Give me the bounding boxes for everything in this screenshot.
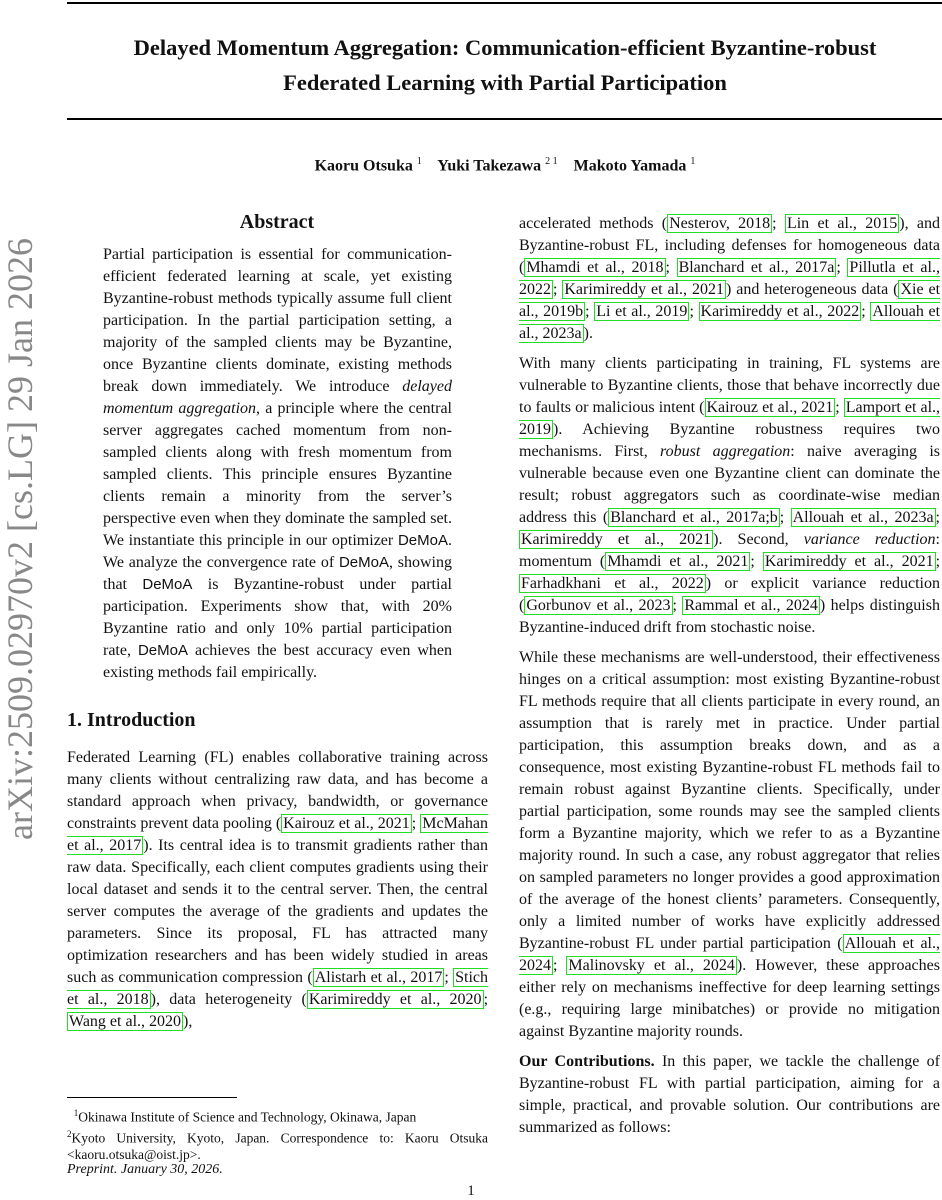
footnote-text: Kyoto University, Kyoto, Japan. Correspondence to: Kaoru Otsuka <kaoru.otsuka@oist.jp>. [67,1130,488,1162]
citation-link[interactable]: Karimireddy et al., 2021 [564,281,724,298]
abstract-emphasis: delayed momentum aggregation [103,378,452,417]
citation-link[interactable]: Alistarh et al., 2017 [314,969,443,986]
body-text: ; [585,303,595,320]
citation-link[interactable]: Karimireddy et al., 2021 [521,531,712,548]
body-text: ). Second, [713,531,804,548]
body-text: ; [836,259,848,276]
citation-link[interactable]: Allouah et al., 2024 [519,935,941,974]
abstract-text: . We analyze the convergence rate of [103,532,452,571]
citation-link[interactable]: Kairouz et al., 2021 [283,815,410,832]
arxiv-identifier[interactable]: arXiv:2509.02970v2 [cs.LG] 29 Jan 2026 [0,238,40,840]
body-text: ; [935,553,941,570]
emphasis-term: robust aggregation [660,443,791,460]
body-text: : momentum ( [519,531,940,570]
abstract-text: achieves the best accuracy even when existing methods fail empirically. [103,642,452,681]
section-heading-introduction: 1. Introduction [67,709,196,731]
citation-link[interactable]: Rammal et al., 2024 [684,597,818,614]
paragraph-byzantine-robustness [519,353,940,639]
footnote-rule [67,1097,237,1098]
paragraph-partial-participation [519,647,940,1043]
title-line-2: Federated Learning with Partial Participation [283,70,727,95]
body-text: ; [835,399,844,416]
body-text: ) and heterogeneous data ( [725,281,899,298]
citation-link[interactable]: Mhamdi et al., 2018 [526,259,664,276]
paper-title [67,30,942,100]
footnotes [67,1105,488,1163]
author-affiliation: 1 [690,156,696,167]
body-text: ; [411,815,421,832]
body-text: ). Achieving Byzantine robustness requires two mechanisms. First, [519,421,940,460]
abstract-text: is Byzantine-robust under partial participation. Experiments show that, with 20% Byzantine ratio and only 10% partial participation rate, [103,576,452,659]
introduction-body [67,747,488,1033]
footnote-mark: 2 [67,1128,72,1139]
body-text: ; [483,991,489,1008]
citation-link[interactable]: Malinovsky et al., 2024 [568,957,735,974]
citation-link[interactable]: Wang et al., 2020 [69,1013,182,1030]
citation-link[interactable]: Pillutla et al., 2022 [519,259,940,298]
method-name: DeMoA [338,554,389,571]
top-rule [67,2,942,4]
citation-link[interactable]: Farhadkhani et al., 2022 [521,575,704,592]
citation-link[interactable]: Li et al., 2019 [596,303,688,320]
citation-link[interactable]: Allouah et al., 2023a [792,509,934,526]
citation-link[interactable]: Lin et al., 2015 [786,215,898,232]
citation-link[interactable]: Allouah et al., 2023a [519,303,941,342]
title-bottom-rule [67,118,942,120]
citation-link[interactable]: McMahan et al., 2017 [67,815,489,854]
body-text: In this paper, we tackle the challenge of Byzantine-robust FL with partial participation, aiming for a simple, practical, and provable solution. Our contributions are summarized as follows: [519,1053,941,1136]
citation-link[interactable]: Mhamdi et al., 2021 [607,553,749,570]
body-text: ; [861,303,871,320]
title-line-1: Delayed Momentum Aggregation: Communication-efficient Byzantine-robust [133,35,877,60]
body-text: With many clients participating in training, FL systems are vulnerable to Byzantine clients, those that behave incorrectly due to faults or malicious intent ( [519,355,940,416]
body-text: : naive averaging is vulnerable because even one Byzantine client can dominate the result; robust aggregators such as coordinate-wise median address this ( [519,443,940,526]
citation-link[interactable]: Karimireddy et al., 2022 [700,303,860,320]
body-text: ). Its central idea is to transmit gradients rather than raw data. Specifically, each client computes gradients using their local dataset and sends it to the central server. Then, the central server computes the average of the gradients and updates the parameters. Since its proposal, FL has attracted many optimization researchers and has been widely studied in areas such as communication compression ( [67,837,488,986]
body-text: ; [665,259,677,276]
body-text: ; [672,597,683,614]
footnote-affiliation-1 [67,1105,488,1126]
body-text: ) helps distinguish Byzantine-induced drift from stochastic noise. [519,597,940,636]
paragraph-related-work [519,213,940,345]
body-text: ), data heterogeneity ( [150,991,307,1008]
body-text: ; [935,509,940,526]
body-text: ; [750,553,763,570]
right-column [519,213,940,1147]
body-text: ). However, these approaches either rely on mechanisms ineffective for deep learning settings (e.g., requiring large minibatches) or provide no mitigation against Byzantine majority rounds. [519,957,940,1040]
citation-link[interactable]: Xie et al., 2019b [519,281,941,320]
body-text: ; [772,215,785,232]
abstract-text: , a principle where the central server aggregates cached momentum from non-sampled clients along with fresh momentum from sampled clients. This principle ensures Byzantine clients remain a minority from the server’s perspective even when they dominate the sampled set. We instantiate this principle in our optimizer [103,400,452,549]
author-affiliation: 1 [416,156,422,167]
method-name: DeMoA [137,642,188,659]
author-list [67,156,942,175]
author-name: Kaoru Otsuka [314,157,413,175]
citation-link[interactable]: Kairouz et al., 2021 [706,399,834,416]
body-text: While these mechanisms are well-understood, their effectiveness hinges on a critical assumption: most existing Byzantine-robust FL methods require that all clients participate in every round, an assumption that is rarely met in practice. Under partial participation, this assumption breaks down, and as a consequence, most existing Byzantine-robust FL methods fail to remain robust against Byzantine clients. Specifically, under partial participation, some rounds may see the sampled clients form a Byzantine majority, which we refer to as a Byzantine majority round. In such a case, any robust aggregator that relies on sampled parameters no longer provides a good approximation of the average of the honest clients’ parameters. Consequently, only a limited number of works have explicitly addressed Byzantine-robust FL under partial participation ( [519,649,940,952]
paragraph-contributions [519,1051,940,1139]
citation-link[interactable]: Karimireddy et al., 2020 [308,991,482,1008]
method-name: DeMoA [142,576,193,593]
citation-link[interactable]: Stich et al., 2018 [67,969,488,1008]
method-name: DeMoA [397,532,448,549]
body-text: ; [689,303,699,320]
citation-link[interactable]: Karimireddy et al., 2021 [764,553,934,570]
body-text: Federated Learning (FL) enables collaborative training across many clients without centralizing raw data, and has become a standard approach when privacy, bandwidth, or governance constraints prevent data pooling ( [67,749,488,832]
preprint-note: Preprint. January 30, 2026. [67,1162,223,1177]
author-name: Yuki Takezawa [437,157,542,175]
body-text: ; [444,969,454,986]
body-text: ), and Byzantine-robust FL, including defenses for homogeneous data ( [519,215,941,276]
emphasis-term: variance reduction [803,531,936,548]
body-text: ), [183,1013,193,1030]
abstract-heading: Abstract [239,211,315,233]
citation-link[interactable]: Blanchard et al., 2017a;b [610,509,778,526]
body-text: accelerated methods ( [519,215,668,232]
footnote-affiliation-2 [67,1126,488,1164]
footnote-text: Okinawa Institute of Science and Technology, Okinawa, Japan [78,1109,417,1125]
footnote-mark: 1 [73,1108,79,1118]
abstract-body [103,244,452,684]
citation-link[interactable]: Lamport et al., 2019 [519,399,941,438]
body-text: ). [583,325,593,342]
citation-link[interactable]: Blanchard et al., 2017a [678,259,835,276]
body-text: ; [779,509,791,526]
citation-link[interactable]: Nesterov, 2018 [669,215,771,232]
author-affiliation: 2 1 [545,156,558,167]
abstract-text: , showing that [103,554,453,593]
author-name: Makoto Yamada [573,157,687,175]
abstract-text: Partial participation is essential for communication-efficient federated learning at scale, yet existing Byzantine-robust methods typically assume full client participation. In the partial participation setting, a majority of the sampled clients may be Byzantine, once Byzantine clients dominate, existing methods break down immediately. We introduce [103,246,452,395]
contributions-heading: Our Contributions. [519,1053,655,1070]
body-text: ; [553,957,567,974]
body-text: ; [553,281,563,298]
citation-link[interactable]: Gorbunov et al., 2023 [526,597,671,614]
body-text: ) or explicit variance reduction ( [519,575,940,614]
page-number: 1 [467,1183,475,1199]
